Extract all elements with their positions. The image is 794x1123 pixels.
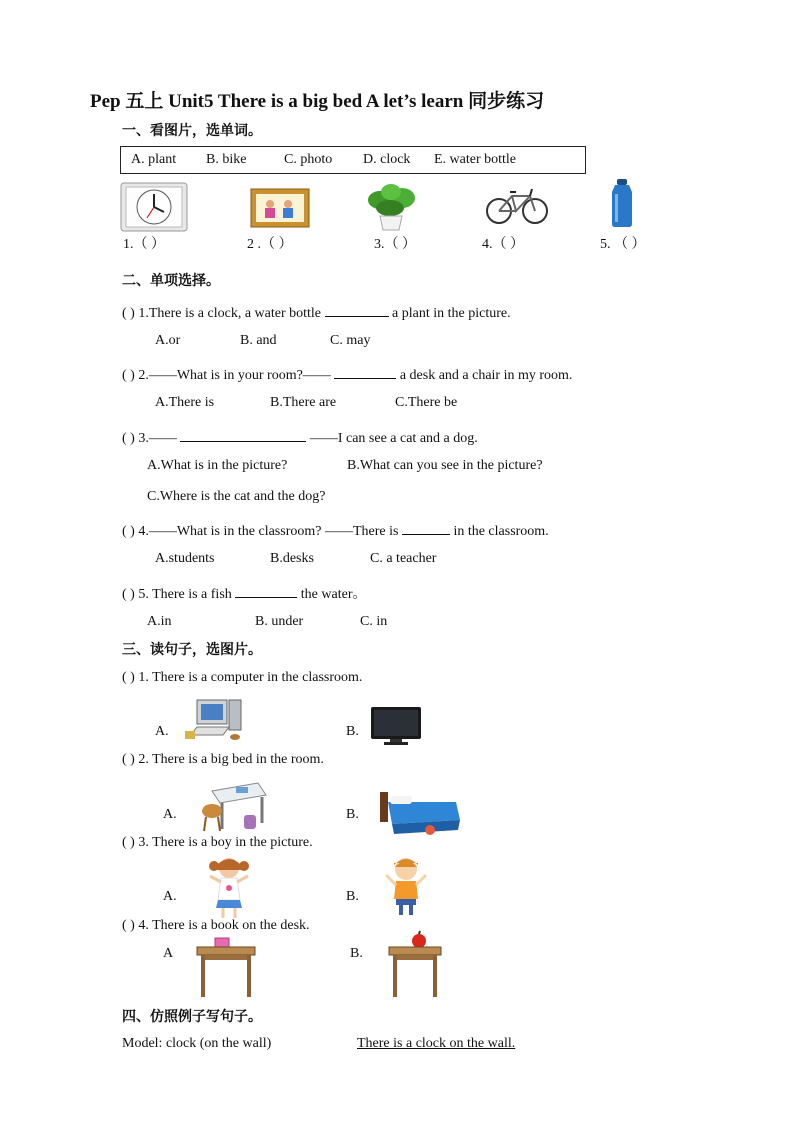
item-4: 4.（ ） [482, 237, 524, 252]
question-text: the water。 [300, 587, 367, 602]
question-text: 2.——What is in your room?—— [138, 368, 331, 383]
option-d: D. clock [363, 152, 411, 167]
choice-c: C.Where is the cat and the dog? [147, 489, 326, 504]
boy-icon [382, 855, 430, 917]
picture-question-4 [122, 918, 310, 934]
answer-paren: ( ) [122, 431, 135, 446]
tv-icon [370, 706, 422, 746]
computer-icon [183, 697, 247, 743]
plant-icon [366, 182, 418, 232]
choice-b: B. and [240, 333, 277, 348]
answer-blank [325, 302, 389, 317]
item-1: 1.（ ） [123, 237, 165, 252]
question-5 [122, 583, 366, 603]
answer-blank [402, 520, 450, 535]
choice-c: C.There be [395, 395, 458, 410]
option-a: A. plant [131, 152, 177, 167]
choice-c: C. a teacher [370, 551, 437, 566]
choice-a: A.students [155, 551, 215, 566]
choice-c: C. may [330, 333, 371, 348]
answer-blank [180, 427, 306, 442]
option-b-label: B. [350, 946, 363, 961]
section4-heading: 四、仿照例子写句子。 [122, 1009, 262, 1025]
desk-chair-icon [198, 779, 268, 835]
option-a-label: A [163, 946, 174, 961]
choice-b: B. under [255, 614, 304, 629]
picture-question-1 [122, 670, 362, 686]
model-answer: There is a clock on the wall. [357, 1036, 516, 1051]
question-text: 2. There is a big bed in the room. [138, 752, 324, 767]
question-text: 3.—— [138, 431, 177, 446]
choice-a: A.in [147, 614, 172, 629]
option-b: B. bike [206, 152, 247, 167]
answer-blank [235, 583, 297, 598]
answer-paren: ( ) [122, 524, 135, 539]
option-a-label: A. [163, 889, 177, 904]
option-b-label: B. [346, 724, 359, 739]
word-options-box [120, 146, 586, 174]
question-text: 5. There is a fish [138, 587, 232, 602]
question-text: 3. There is a boy in the picture. [138, 835, 313, 850]
answer-paren: ( ) [122, 835, 135, 850]
answer-paren: ( ) [122, 368, 135, 383]
desk-book-icon [195, 935, 257, 999]
option-b-label: B. [346, 807, 359, 822]
desk-apple-icon [387, 933, 443, 999]
water-bottle-icon [609, 178, 635, 228]
question-text: 4. There is a book on the desk. [138, 918, 310, 933]
answer-paren: ( ) [122, 670, 135, 685]
option-c: C. photo [284, 152, 333, 167]
model-label: Model: clock (on the wall) [122, 1036, 272, 1051]
option-b-label: B. [346, 889, 359, 904]
option-a-label: A. [155, 724, 169, 739]
question-text: ——I can see a cat and a dog. [309, 431, 478, 446]
item-5: 5. （ ） [600, 237, 646, 252]
question-text: 1.There is a clock, a water bottle [138, 306, 322, 321]
bed-icon [378, 790, 462, 838]
question-2 [122, 364, 572, 384]
section1-heading: 一、看图片，选单词。 [122, 123, 262, 139]
choice-b: B.What can you see in the picture? [347, 458, 543, 473]
question-text: a plant in the picture. [392, 306, 511, 321]
clock-icon [120, 182, 188, 232]
question-text: in the classroom. [453, 524, 549, 539]
section2-heading: 二、单项选择。 [122, 273, 220, 289]
question-1 [122, 302, 511, 322]
choice-a: A.What is in the picture? [147, 458, 288, 473]
item-2: 2 .（ ） [247, 237, 293, 252]
question-text: 1. There is a computer in the classroom. [138, 670, 363, 685]
choice-b: B.desks [270, 551, 314, 566]
answer-paren: ( ) [122, 752, 135, 767]
picture-question-3 [122, 835, 313, 851]
choice-b: B.There are [270, 395, 337, 410]
answer-paren: ( ) [122, 918, 135, 933]
choice-a: A.or [155, 333, 181, 348]
question-3 [122, 427, 478, 447]
answer-paren: ( ) [122, 587, 135, 602]
choice-c: C. in [360, 614, 388, 629]
page-title: Pep 五上 Unit5 There is a big bed A let’s learn 同步练习 [90, 91, 545, 112]
question-text: 4.——What is in the classroom? ——There is [138, 524, 399, 539]
picture-question-2 [122, 752, 324, 768]
question-text: a desk and a chair in my room. [399, 368, 573, 383]
bike-icon [486, 182, 548, 226]
option-e: E. water bottle [434, 152, 517, 167]
answer-paren: ( ) [122, 306, 135, 321]
answer-blank [334, 364, 396, 379]
girl-icon [204, 856, 254, 922]
photo-frame-icon [250, 188, 310, 228]
item-3: 3.（ ） [374, 237, 416, 252]
option-a-label: A. [163, 807, 177, 822]
section3-heading: 三、读句子，选图片。 [122, 642, 262, 658]
choice-a: A.There is [155, 395, 215, 410]
question-4 [122, 520, 549, 540]
